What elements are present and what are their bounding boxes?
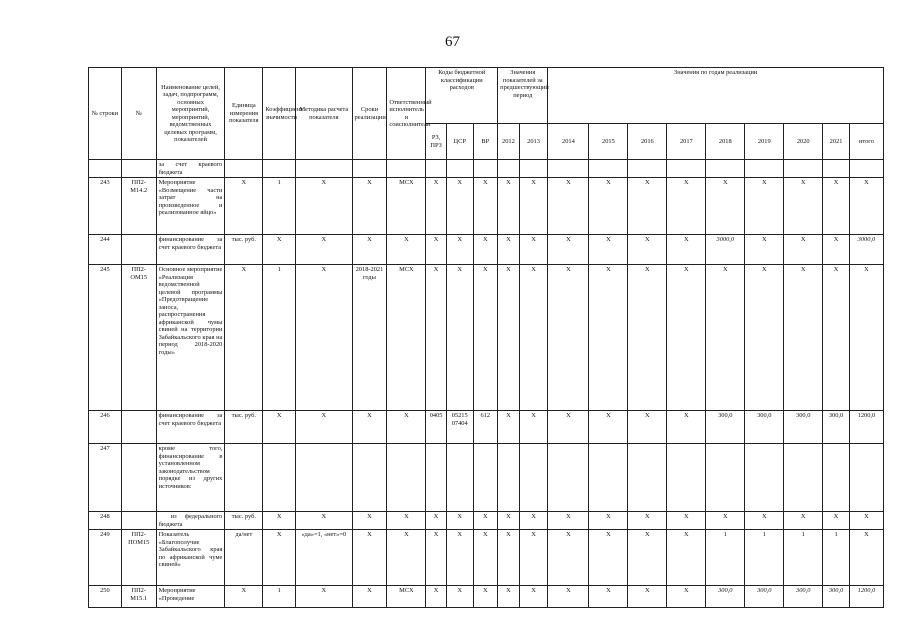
header-prev-values: Значения показателей за предшествующий период: [498, 68, 548, 124]
cell-2013: Х: [519, 235, 548, 265]
table-row: [89, 178, 884, 235]
header-2014: 2014: [548, 124, 589, 160]
row-number: 248: [89, 512, 122, 530]
cell-csr: Х: [446, 512, 473, 530]
cell-2015: Х: [589, 178, 628, 235]
table-row: [89, 235, 884, 265]
cell-2015: Х: [589, 586, 628, 608]
row-name: из федерального бюджета: [156, 512, 225, 530]
cell-unit: да/нет: [225, 530, 263, 586]
program-table: [88, 67, 884, 608]
cell-coef: Х: [263, 411, 296, 444]
cell-2012: Х: [498, 265, 520, 411]
cell-vr: Х: [473, 235, 498, 265]
table-row: [89, 411, 884, 444]
cell-2014: Х: [548, 178, 589, 235]
cell-vr: Х: [473, 178, 498, 235]
cell-2012: Х: [498, 235, 520, 265]
cell-2021: 300,0: [823, 586, 850, 608]
row-number: 249: [89, 530, 122, 586]
row-code: [121, 512, 156, 530]
row-number: 250: [89, 586, 122, 608]
cell-method: «да»=1, «нет»=0: [296, 530, 352, 586]
header-vr: ВР: [473, 124, 498, 160]
cell-2019: 300,0: [745, 586, 784, 608]
cell-executor: Х: [387, 235, 426, 265]
cell-csr: Х: [446, 178, 473, 235]
cell-2019: 1: [745, 530, 784, 586]
cell-rz: Х: [426, 235, 447, 265]
cell-vr: Х: [473, 530, 498, 586]
cell-2018: Х: [706, 512, 745, 530]
cell-unit: Х: [225, 265, 263, 411]
cell-2019: Х: [745, 235, 784, 265]
cell-terms: Х: [352, 235, 387, 265]
cell-vr: Х: [473, 512, 498, 530]
cell-terms: Х: [352, 178, 387, 235]
row-name: Показатель «Благополучие Забайкальского края по африканской чуме свиней»: [156, 530, 225, 586]
cell-coef: Х: [263, 235, 296, 265]
row-number: 246: [89, 411, 122, 444]
row-name: Основное мероприятие «Реализация ведомственной целевой программы «Предотвращение заноса, распространения африканской чумы свиней на территории Забайкальского края на период 2018-2020 годы»: [156, 265, 225, 411]
cell-2020: 300,0: [784, 411, 823, 444]
row-code: ПП2-М14.2: [121, 178, 156, 235]
cell-2014: Х: [548, 265, 589, 411]
cell-2018: 300,0: [706, 586, 745, 608]
cell-2012: Х: [498, 586, 520, 608]
cell-2021: 1: [823, 530, 850, 586]
cell-2019: Х: [745, 178, 784, 235]
header-2017: 2017: [667, 124, 706, 160]
cell-unit: тыс. руб.: [225, 235, 263, 265]
row-name: финансирование за счет краевого бюджета: [156, 235, 225, 265]
cell-csr: Х: [446, 530, 473, 586]
cell-2017: Х: [667, 530, 706, 586]
header-total: итого: [849, 124, 883, 160]
cell-2018: Х: [706, 265, 745, 411]
cell-2017: Х: [667, 235, 706, 265]
cell-2013: Х: [519, 411, 548, 444]
cell-2015: Х: [589, 530, 628, 586]
cell-method: Х: [296, 235, 352, 265]
header-2013: 2013: [519, 124, 548, 160]
row-name: Мероприятие «Возмещение части затрат на произведенное и реализованное яйцо»: [156, 178, 225, 235]
cell-executor: Х: [387, 530, 426, 586]
row-number: 243: [89, 178, 122, 235]
header-2021: 2021: [823, 124, 850, 160]
cell-2015: Х: [589, 265, 628, 411]
row-name: финансирование за счет краевого бюджета: [156, 411, 225, 444]
cell-2018: 300,0: [706, 411, 745, 444]
cell-terms: Х: [352, 411, 387, 444]
cell-executor: МСХ: [387, 265, 426, 411]
cell-coef: Х: [263, 512, 296, 530]
cell-terms: Х: [352, 586, 387, 608]
cell-2013: Х: [519, 512, 548, 530]
header-row-no: № строки: [89, 68, 122, 160]
cell-2016: Х: [628, 178, 667, 235]
cell-2019: Х: [745, 265, 784, 411]
header-name: Наименование целей, задач, подпрограмм, основных мероприятий, мероприятий, ведомственных целевых программ, показателей: [156, 68, 225, 160]
header-csr: ЦСР: [446, 124, 473, 160]
cell-method: Х: [296, 512, 352, 530]
cell-executor: Х: [387, 512, 426, 530]
table-row: [89, 586, 884, 608]
cell-coef: Х: [263, 530, 296, 586]
cell-2016: Х: [628, 235, 667, 265]
cell-csr: Х: [446, 265, 473, 411]
cell-2015: Х: [589, 235, 628, 265]
header-2018: 2018: [706, 124, 745, 160]
row-code: [121, 411, 156, 444]
cell-total: Х: [849, 178, 883, 235]
cell-2018: 3000,0: [706, 235, 745, 265]
cell-2015: Х: [589, 411, 628, 444]
cell-rz: Х: [426, 512, 447, 530]
cell-total: 1200,0: [849, 411, 883, 444]
cell-coef: 1: [263, 178, 296, 235]
header-2019: 2019: [745, 124, 784, 160]
cell-2014: Х: [548, 235, 589, 265]
table-row: [89, 265, 884, 411]
header-2015: 2015: [589, 124, 628, 160]
cell-2013: Х: [519, 265, 548, 411]
cell-rz: Х: [426, 586, 447, 608]
row-code: ПП2-ПОМ15: [121, 530, 156, 586]
header-budget-codes: Коды бюджетной классификации расходов: [426, 68, 498, 124]
cell-2014: Х: [548, 512, 589, 530]
cell-2012: Х: [498, 512, 520, 530]
cell-2016: Х: [628, 265, 667, 411]
cell-2017: Х: [667, 411, 706, 444]
cell-coef: 1: [263, 586, 296, 608]
cell-2020: Х: [784, 235, 823, 265]
cell-rz: 0405: [426, 411, 447, 444]
cell-2019: 300,0: [745, 411, 784, 444]
cell-total: Х: [849, 530, 883, 586]
row-name: Мероприятие «Проведение: [156, 586, 225, 608]
cell-2016: Х: [628, 512, 667, 530]
table-row: [89, 512, 884, 530]
cell-total: 3000,0: [849, 235, 883, 265]
cell-2020: 300,0: [784, 586, 823, 608]
cell-unit: Х: [225, 178, 263, 235]
header-2020: 2020: [784, 124, 823, 160]
cell-2013: Х: [519, 586, 548, 608]
header-method: Методика расчета показателя: [296, 68, 352, 160]
cell-2021: Х: [823, 235, 850, 265]
header-executor: Ответственный исполнитель и соисполнители: [387, 68, 426, 160]
cell-2012: Х: [498, 178, 520, 235]
cell-method: Х: [296, 265, 352, 411]
cell-2020: Х: [784, 178, 823, 235]
cell-2018: Х: [706, 178, 745, 235]
header-unit: Единица измерения показателя: [225, 68, 263, 160]
cell-terms: Х: [352, 512, 387, 530]
cell-2014: Х: [548, 586, 589, 608]
cell-2020: Х: [784, 512, 823, 530]
cell-2021: Х: [823, 178, 850, 235]
cell-vr: Х: [473, 586, 498, 608]
cell-2019: Х: [745, 512, 784, 530]
cell-2016: Х: [628, 586, 667, 608]
header-rz: РЗ, ПРЗ: [426, 124, 447, 160]
cell-2021: Х: [823, 512, 850, 530]
cell-2017: Х: [667, 586, 706, 608]
cell-terms: Х: [352, 530, 387, 586]
cell-2016: Х: [628, 411, 667, 444]
cell-2015: Х: [589, 512, 628, 530]
cell-total: 1200,0: [849, 586, 883, 608]
cell-vr: Х: [473, 265, 498, 411]
table-row: [89, 160, 884, 178]
cell-total: Х: [849, 265, 883, 411]
row-number: 247: [89, 444, 122, 512]
cell-2014: Х: [548, 530, 589, 586]
page-number: 67: [445, 34, 460, 50]
cell-2020: 1: [784, 530, 823, 586]
header-2012: 2012: [498, 124, 520, 160]
row-code: [121, 235, 156, 265]
cell-terms: 2018-2021 годы: [352, 265, 387, 411]
row-number: 245: [89, 265, 122, 411]
cell-coef: 1: [263, 265, 296, 411]
cell-unit: Х: [225, 586, 263, 608]
cell-csr: Х: [446, 586, 473, 608]
cell-2020: Х: [784, 265, 823, 411]
table-row: [89, 444, 884, 512]
cell-2016: Х: [628, 530, 667, 586]
cell-2021: Х: [823, 265, 850, 411]
cell-csr: Х: [446, 235, 473, 265]
cell-2021: 300,0: [823, 411, 850, 444]
cell-method: Х: [296, 586, 352, 608]
cell-vr: 612: [473, 411, 498, 444]
cell-2017: Х: [667, 512, 706, 530]
cell-2013: Х: [519, 178, 548, 235]
row-name: за счет краевого бюджета: [156, 160, 225, 178]
cell-executor: МСХ: [387, 178, 426, 235]
cell-unit: тыс. руб.: [225, 512, 263, 530]
row-name: кроме того, финансирование в установленном законодательством порядке из других источников:: [156, 444, 225, 512]
cell-2017: Х: [667, 265, 706, 411]
cell-method: Х: [296, 178, 352, 235]
cell-2017: Х: [667, 178, 706, 235]
cell-executor: Х: [387, 411, 426, 444]
header-terms: Сроки реализации: [352, 68, 387, 160]
cell-executor: МСХ: [387, 586, 426, 608]
header-year-values: Значения по годам реализации: [548, 68, 884, 124]
cell-rz: Х: [426, 530, 447, 586]
cell-2014: Х: [548, 411, 589, 444]
cell-2012: Х: [498, 411, 520, 444]
row-number: 244: [89, 235, 122, 265]
cell-rz: Х: [426, 265, 447, 411]
row-code: ПП2-М15.1: [121, 586, 156, 608]
cell-2013: Х: [519, 530, 548, 586]
cell-unit: тыс. руб.: [225, 411, 263, 444]
cell-csr: 05215 07404: [446, 411, 473, 444]
cell-total: Х: [849, 512, 883, 530]
header-2016: 2016: [628, 124, 667, 160]
table-row: [89, 530, 884, 586]
cell-2018: 1: [706, 530, 745, 586]
cell-rz: Х: [426, 178, 447, 235]
header-no: №: [121, 68, 156, 160]
row-code: ПП2-ОМ15: [121, 265, 156, 411]
cell-method: Х: [296, 411, 352, 444]
cell-2012: Х: [498, 530, 520, 586]
header-coef: Коэффициент значимости: [263, 68, 296, 160]
